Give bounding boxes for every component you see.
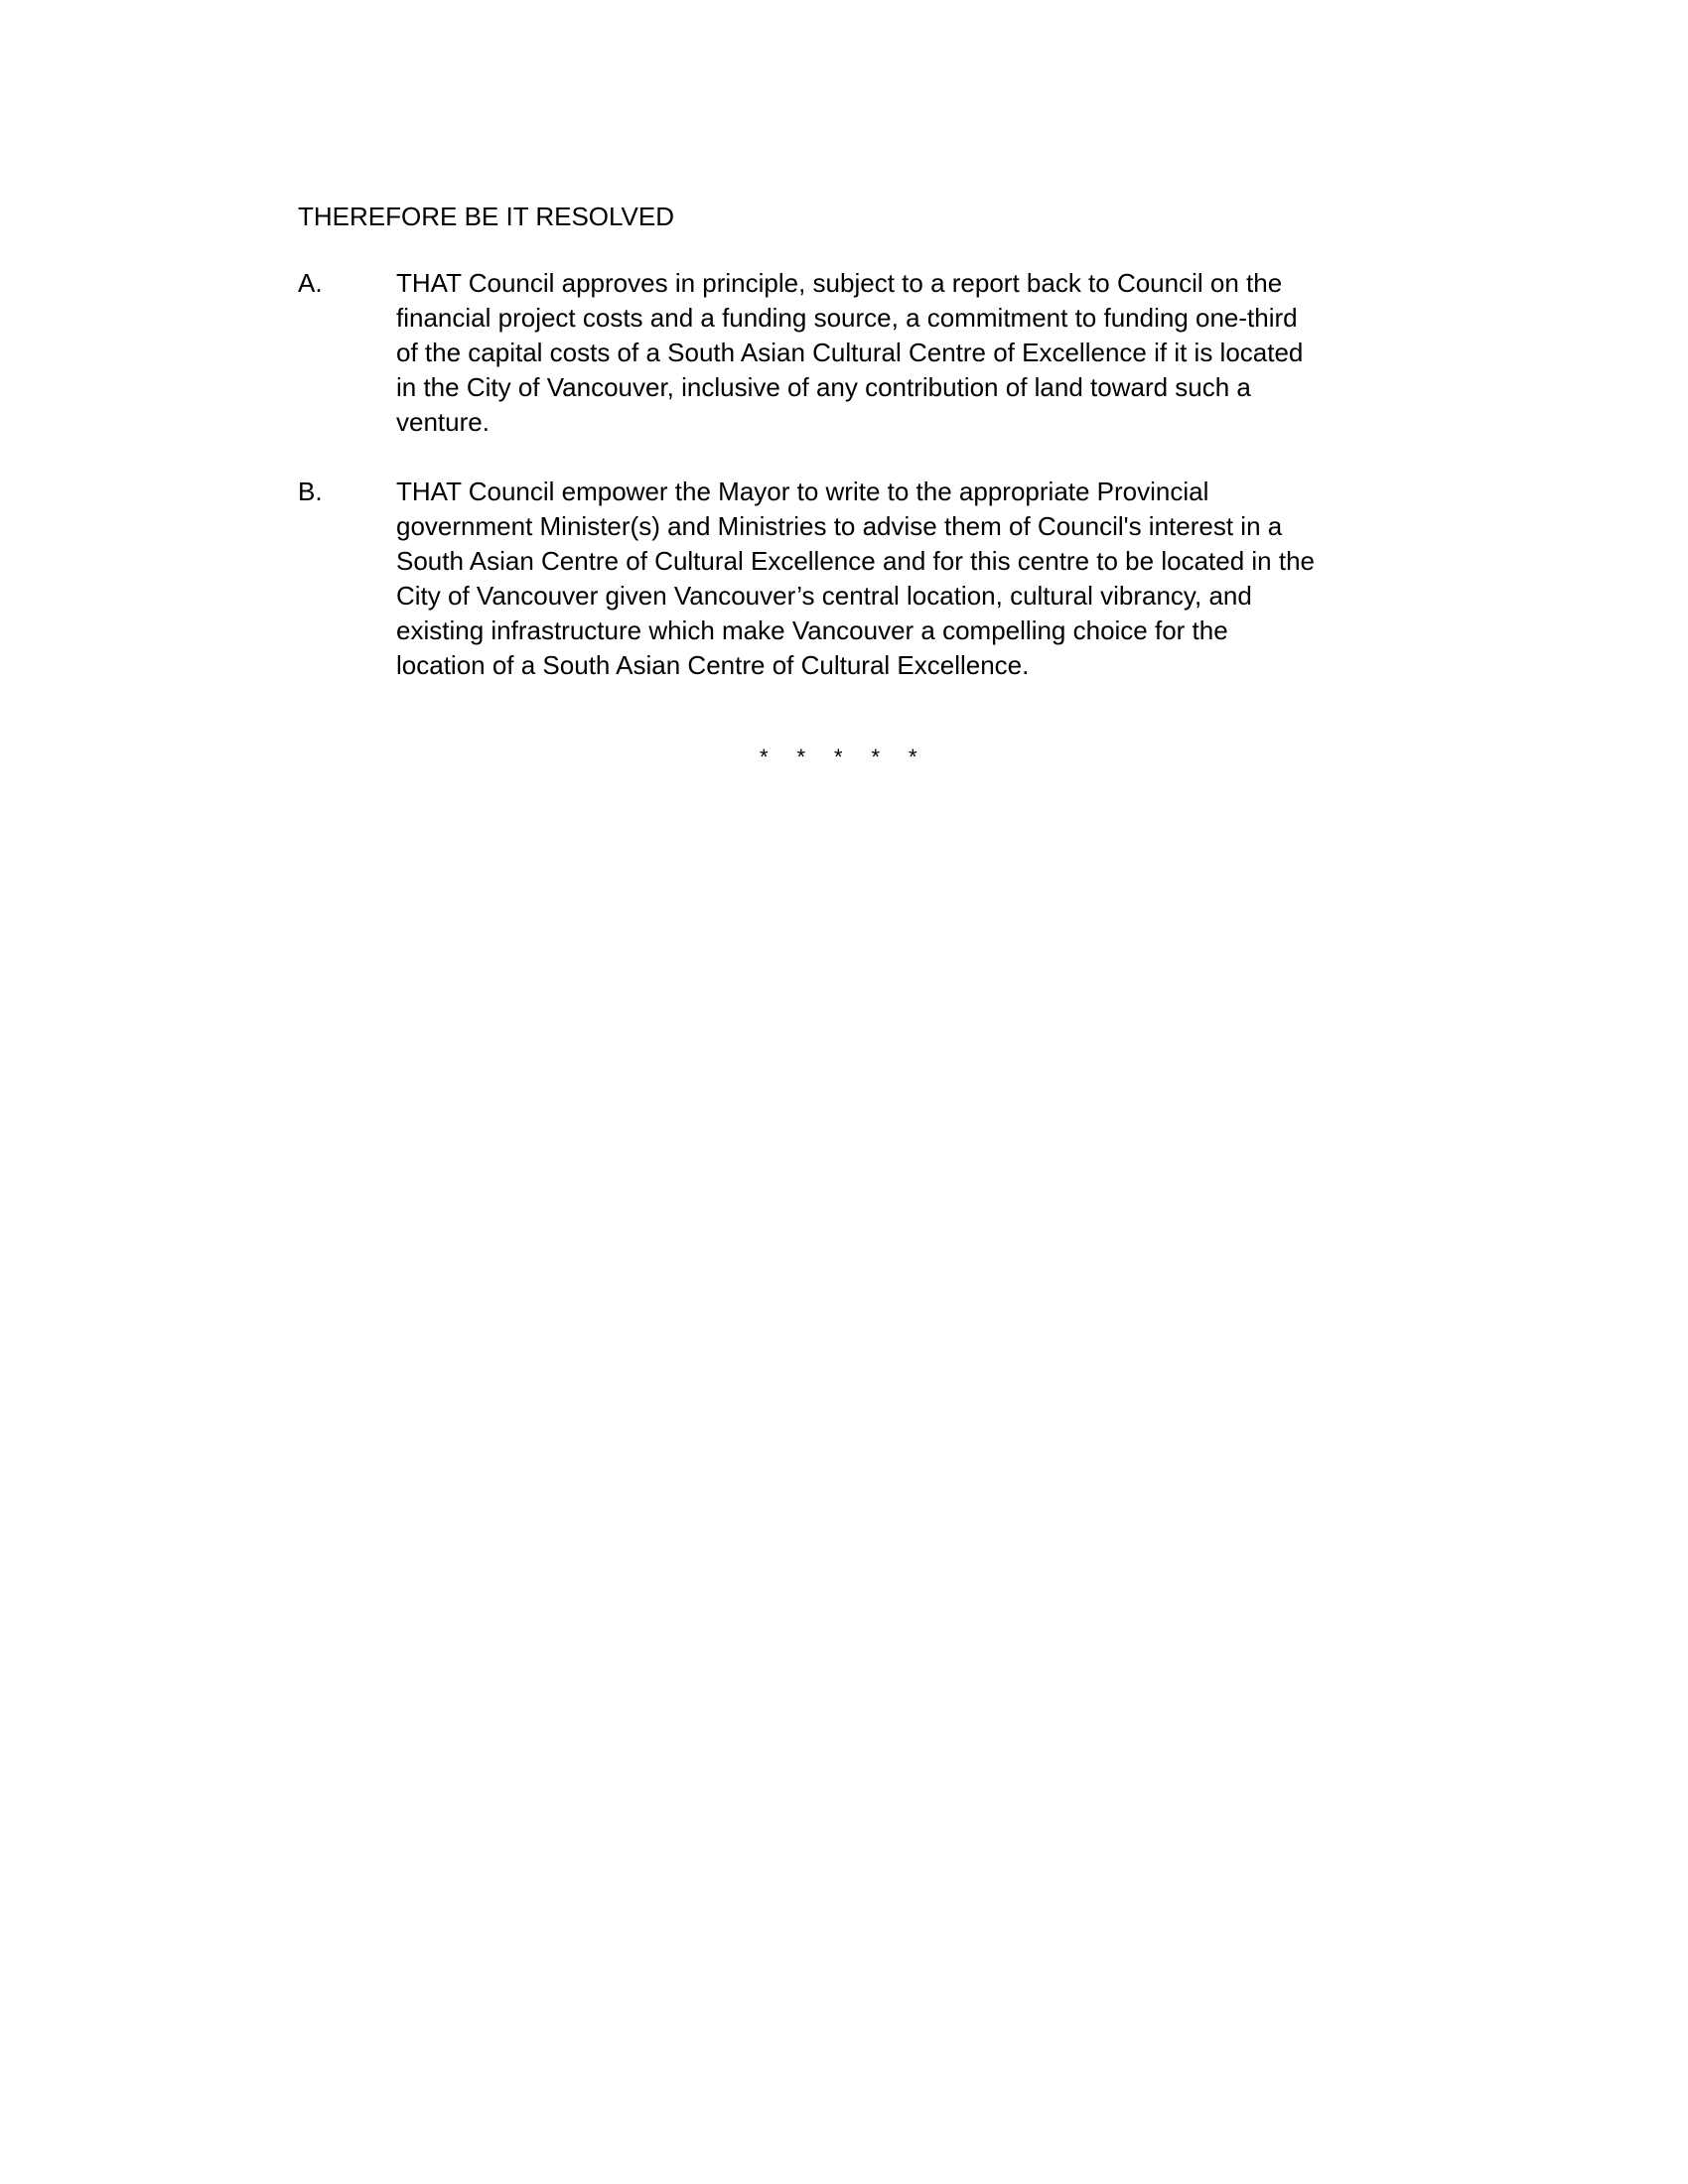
text-line: South Asian Centre of Cultural Excellence and for this centre to be located in the — [396, 546, 1315, 576]
text-line: venture. — [396, 407, 490, 437]
item-label: A. — [298, 268, 323, 298]
resolution-heading: THEREFORE BE IT RESOLVED — [298, 202, 675, 231]
text-line: location of a South Asian Centre of Cultural Excellence. — [396, 650, 1030, 680]
asterisk: * — [834, 745, 843, 769]
text-line: THAT Council empower the Mayor to write to the appropriate Provincial — [396, 477, 1209, 506]
item-body — [396, 266, 1488, 440]
asterisk: * — [909, 745, 917, 769]
asterisk: * — [760, 745, 769, 769]
item-body — [396, 475, 1488, 683]
end-separator — [760, 743, 946, 772]
asterisk: * — [796, 745, 806, 769]
text-line: THAT Council approves in principle, subject to a report back to Council on the — [396, 268, 1283, 298]
text-line: financial project costs and a funding source, a commitment to funding one-third — [396, 303, 1298, 333]
text-line: government Minister(s) and Ministries to advise them of Council's interest in a — [396, 511, 1283, 541]
asterisk: * — [871, 745, 881, 769]
text-line: City of Vancouver given Vancouver’s central location, cultural vibrancy, and — [396, 581, 1252, 611]
text-line: in the City of Vancouver, inclusive of any contribution of land toward such a — [396, 372, 1251, 402]
text-line: of the capital costs of a South Asian Cultural Centre of Excellence if it is located — [396, 338, 1304, 367]
item-label: B. — [298, 477, 323, 506]
text-line: existing infrastructure which make Vancouver a compelling choice for the — [396, 615, 1228, 645]
